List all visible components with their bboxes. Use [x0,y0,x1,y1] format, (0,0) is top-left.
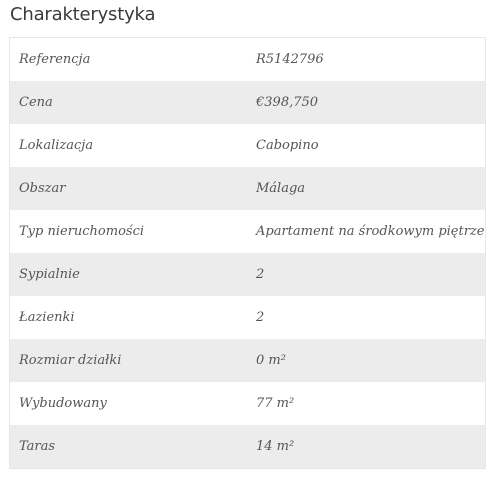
row-value: Cabopino [256,138,319,153]
table-row [10,253,486,296]
row-value: Málaga [256,167,486,210]
table-row [10,124,486,167]
table-row [10,210,486,253]
row-value: 14 m² [256,425,486,469]
row-label: Łazienki [19,310,75,325]
row-label: Taras [10,425,257,469]
row-label: Wybudowany [19,396,107,411]
row-label: Cena [10,81,257,124]
row-value: 77 m² [256,396,295,411]
table-row [10,81,486,124]
section-title: Charakterystyka [10,4,156,25]
row-label: Lokalizacja [19,138,94,153]
table-row [10,425,486,469]
row-label: Referencja [19,52,91,67]
row-value: Apartament na środkowym piętrze [256,224,485,239]
row-value: 2 [256,310,265,325]
row-label: Obszar [10,167,257,210]
table-row [10,382,486,425]
row-value: 0 m² [256,339,486,382]
table-row [10,167,486,210]
row-label: Rozmiar działki [10,339,257,382]
row-label: Typ nieruchomości [19,224,145,239]
row-value: 2 [256,253,486,296]
table-row [10,38,486,82]
row-value: R5142796 [256,52,324,67]
row-label: Sypialnie [10,253,257,296]
property-characteristics-table [9,37,486,469]
table-row [10,339,486,382]
row-value: €398,750 [256,81,486,124]
table-row [10,296,486,339]
